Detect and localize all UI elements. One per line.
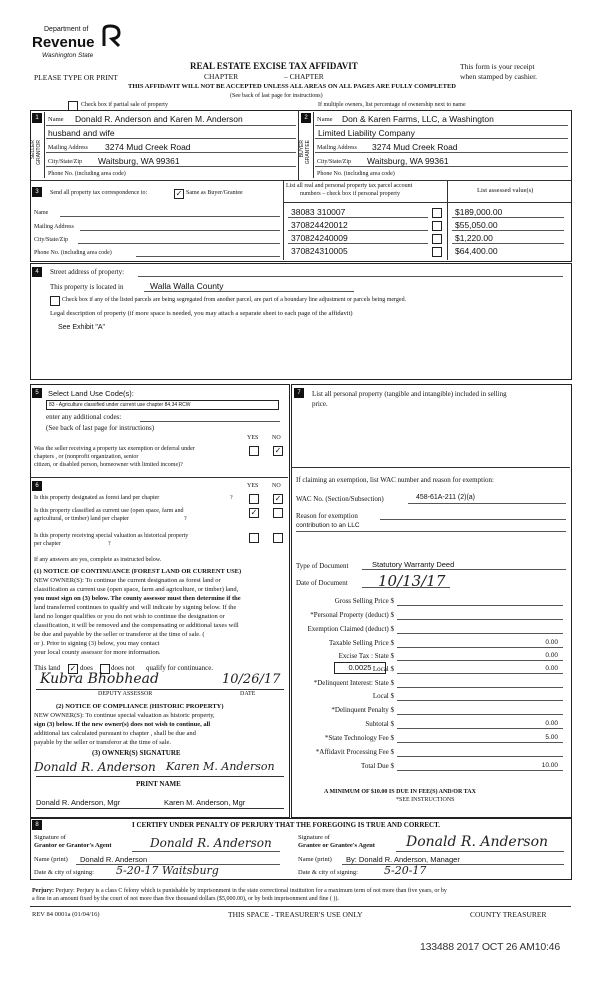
tax-row-label: Taxable Selling Price $ <box>328 639 394 647</box>
county-treasurer: COUNTY TREASURER <box>470 910 547 919</box>
exemption-yes-checkbox[interactable] <box>249 446 259 456</box>
minimum-due-note: A MINIMUM OF $10.00 IS DUE IN FEE(S) AND/OR TAX <box>324 789 476 795</box>
grantor-name-label: Name (print) <box>34 856 68 863</box>
seller-mailing-label: Mailing Address <box>48 145 88 151</box>
grantor-sig-label-2: Grantor or Grantor's Agent <box>34 842 112 849</box>
located-in-county[interactable]: Walla Walla County <box>150 281 224 291</box>
historic-question-mark: ? <box>108 541 111 547</box>
grantee-name[interactable]: By: Donald R. Anderson, Manager <box>346 855 460 864</box>
buyer-name[interactable]: Don & Karen Farms, LLC, a Washington <box>342 114 494 124</box>
perjury-text-1: Perjury: Perjury is a class C felony which is punishable by imprisonment in the state correctional institution for a maximum term of not more than five years, or by <box>55 888 447 894</box>
forest-yes-checkbox[interactable] <box>249 494 259 504</box>
grantee-sig-label-1: Signature of <box>298 834 330 841</box>
additional-codes-label: enter any additional codes: <box>46 413 122 421</box>
legal-description-label: Legal description of property (if more space is needed, you may attach a separate sheet to each page of the affidavit) <box>50 310 353 317</box>
notice-compliance-line: additional tax calculated pursuant to chapter , shall be due and <box>34 730 196 737</box>
corr-city-label: City/State/Zip <box>34 237 68 243</box>
revenue-logo-icon <box>100 24 122 48</box>
grantor-date-label: Date & city of signing: <box>34 869 94 876</box>
print-name-1[interactable]: Donald R. Anderson, Mgr <box>36 798 121 807</box>
notice-compliance-line: NEW OWNER(S): To continue special valuation as historic property, <box>34 712 215 719</box>
doc-date[interactable]: 10/13/17 <box>378 572 446 590</box>
notice-compliance-title: (2) NOTICE OF COMPLIANCE (HISTORIC PROPERTY) <box>56 703 224 710</box>
grantee-name-label: Name (print) <box>298 856 332 863</box>
seller-name-2[interactable]: husband and wife <box>48 128 115 138</box>
street-address-label: Street address of property: <box>50 268 125 276</box>
tax-row-value[interactable]: 0.00 <box>545 720 558 727</box>
perjury-line-2: a fine in an amount fixed by the court of not more than five thousand dollars ($5,000.00), or by both imprisonment and fine ( )). <box>32 896 339 902</box>
notice-continuance-line: classification, it will be removed and the compensating or additional taxes will <box>34 622 239 629</box>
located-in-label: This property is located in <box>50 283 124 291</box>
deputy-assessor-label: DEPUTY ASSESSOR <box>98 691 153 697</box>
owner-signature-1: Donald R. Anderson <box>34 760 156 774</box>
section-6-badge: 6 <box>32 481 42 491</box>
exemption-reason-label: Reason for exemption <box>296 512 358 520</box>
segregated-checkbox[interactable] <box>50 296 60 306</box>
notice-continuance-line: land transferred continues to qualify and will indicate by signing below. If the <box>34 604 237 611</box>
parcel-header-2: numbers – check box if personal property <box>300 191 400 197</box>
current-use-question-1: Is this property classified as current use (open space, farm and <box>34 508 184 514</box>
logo-name: Revenue <box>32 34 95 51</box>
if-any-yes: If any answers are yes, complete as instructed below. <box>34 557 162 563</box>
notice-continuance-line: your local county assessor for more information. <box>34 649 161 656</box>
personal-property-checkbox[interactable] <box>432 208 442 218</box>
see-back-instructions: (See back of last page for instructions) <box>230 93 323 99</box>
buyer-side-label-1: BUYER <box>299 140 305 158</box>
forest-no-checkbox[interactable]: ✓ <box>274 494 282 503</box>
multiple-owners-note: If multiple owners, list percentage of ownership next to name <box>318 102 466 108</box>
parcel-value[interactable]: $55,050.00 <box>455 220 498 230</box>
form-number: REV 84 0001a (01/04/16) <box>32 911 100 918</box>
section-5-badge: 5 <box>32 388 42 398</box>
tax-row-label: Local $ <box>372 665 394 673</box>
parcel-value[interactable]: $1,220.00 <box>455 233 493 243</box>
historic-no-checkbox[interactable] <box>273 533 283 543</box>
parcel-number[interactable]: 38083 310007 <box>291 207 346 217</box>
notice-continuance-line: classification as current use (open space, farm and agriculture, or timber) land, <box>34 586 239 593</box>
tax-row-label: Subtotal $ <box>365 720 394 728</box>
print-name-label: PRINT NAME <box>136 780 181 788</box>
tax-row-value[interactable]: 10.00 <box>541 762 558 769</box>
grantee-sig-label-2: Grantee or Grantee's Agent <box>298 842 375 849</box>
corr-mailing-label: Mailing Address <box>34 224 74 230</box>
warning-line: THIS AFFIDAVIT WILL NOT BE ACCEPTED UNLESS ALL AREAS ON ALL PAGES ARE FULLY COMPLETED <box>128 83 456 90</box>
print-name-2[interactable]: Karen M. Anderson, Mgr <box>164 798 246 807</box>
tax-row-value[interactable]: 0.00 <box>545 652 558 659</box>
same-as-buyer-label: Same as Buyer/Grantee <box>186 190 243 196</box>
parcel-value[interactable]: $64,400.00 <box>455 246 498 256</box>
tax-row-value[interactable]: 5.00 <box>545 734 558 741</box>
personal-property-checkbox[interactable] <box>432 234 442 244</box>
buyer-phone-label: Phone No. (including area code) <box>317 171 395 177</box>
seller-side-label-1: SELLER <box>30 140 36 160</box>
land-use-yes: YES <box>247 435 259 441</box>
corr-phone-label: Phone No. (including area code) <box>34 250 112 256</box>
forest-question: Is this property designated as forest land per chapter <box>34 495 160 501</box>
buyer-name-2[interactable]: Limited Liability Company <box>318 128 415 138</box>
current-use-question-2: agricultural, or timber) land per chapter <box>34 516 129 522</box>
exemption-question-3: citizen, or disabled person, homeowner with limited income)? <box>34 462 183 468</box>
buyer-mailing[interactable]: 3274 Mud Creek Road <box>372 142 458 152</box>
exemption-question-1: Was the seller receiving a property tax exemption or deferral under <box>34 446 195 452</box>
does-checkbox[interactable]: ✓ <box>69 664 77 673</box>
tax-row-value[interactable]: 0.00 <box>545 665 558 672</box>
personal-property-line-2: price. <box>312 400 328 408</box>
tax-row-label: *Personal Property (deduct) $ <box>310 611 394 619</box>
partial-sale-label: Check box if partial sale of property <box>81 102 168 108</box>
tax-row-label: Total Due $ <box>361 762 394 770</box>
exemption-no-checkbox[interactable]: ✓ <box>274 446 282 455</box>
segregated-label: Check box if any of the listed parcels are being segregated from another parcel, are part of a boundary line adjustment or parcels being merged. <box>62 297 407 303</box>
exemption-question-2: chapters , or (nonprofit organization, senior <box>34 454 139 460</box>
grantor-date[interactable]: 5-20-17 Waitsburg <box>116 864 219 877</box>
historic-yes-checkbox[interactable] <box>249 533 259 543</box>
notice-continuance-line: or ). Prior to signing (3) below, you may contact <box>34 640 160 647</box>
grantee-signature: Donald R. Anderson <box>406 834 549 850</box>
tax-row-value[interactable]: 0.00 <box>545 639 558 646</box>
grantee-date-label: Date & city of signing: <box>298 869 358 876</box>
logo-state: Washington State <box>42 52 94 59</box>
notice-continuance-title: (1) NOTICE OF CONTINUANCE (FOREST LAND OR CURRENT USE) <box>34 568 242 575</box>
land-use-label: Select Land Use Code(s): <box>48 389 134 398</box>
forest-yes: YES <box>247 483 259 489</box>
perjury-line-1: Perjury: Perjury: Perjury is a class C felony which is punishable by imprisonment in the state correctional institution for a maximum term of not more than five years, or by <box>32 888 447 894</box>
current-use-no-checkbox[interactable] <box>273 508 283 518</box>
land-use-see-back: (See back of last page for instructions) <box>46 424 155 432</box>
current-use-yes-checkbox[interactable]: ✓ <box>250 508 258 517</box>
grantor-signature: Donald R. Anderson <box>150 836 272 850</box>
tax-row-label: *Delinquent Penalty $ <box>331 706 394 714</box>
chapter-left: CHAPTER <box>204 72 239 81</box>
doc-date-label: Date of Document <box>296 579 348 587</box>
parcel-number[interactable]: 370824240009 <box>291 233 348 243</box>
qualify-label: qualify for continuance. <box>146 664 214 672</box>
buyer-side-label-2: GRANTEE <box>305 140 311 165</box>
same-as-buyer-checkbox[interactable]: ✓ <box>175 189 183 198</box>
buyer-name-label: Name <box>317 116 333 123</box>
receipt-note-2: when stamped by cashier. <box>460 72 538 81</box>
buyer-city-label: City/State/Zip <box>317 159 351 165</box>
historic-question-1: Is this property receiving special valuation as historical property <box>34 533 189 539</box>
notice-compliance-line: sign (3) below. If the new owner(s) does not wish to continue, all <box>34 721 211 728</box>
section-7-badge: 7 <box>294 388 304 398</box>
recording-stamp: 133488 2017 OCT 26 AM10:46 <box>420 941 560 953</box>
seller-city-label: City/State/Zip <box>48 159 82 165</box>
parcel-header-1: List all real and personal property tax parcel account <box>286 183 413 189</box>
does-not-label: does not <box>111 664 135 672</box>
owner-signature-title: (3) OWNER(S) SIGNATURE <box>92 749 181 757</box>
parcel-number[interactable]: 370824310005 <box>291 246 348 256</box>
doc-type[interactable]: Statutory Warranty Deed <box>372 560 455 569</box>
tax-row-label: *State Technology Fee $ <box>324 734 394 742</box>
tax-row-label: Local $ <box>372 692 394 700</box>
historic-question-2: per chapter <box>34 541 61 547</box>
logo <box>32 24 122 64</box>
parcel-number[interactable]: 370824420012 <box>291 220 348 230</box>
forest-question-mark: ? <box>230 495 233 501</box>
seller-side-label-2: GRANTOR <box>36 140 42 165</box>
notice-compliance-line: payable by the seller or transferor at the time of sale. <box>34 739 171 746</box>
grantee-date[interactable]: 5-20-17 <box>384 864 427 877</box>
personal-property-checkbox[interactable] <box>432 221 442 231</box>
property-box <box>30 263 572 380</box>
assessed-value-header: List assessed value(s) <box>477 187 534 194</box>
wac-number[interactable]: 458-61A-211 (2)(a) <box>416 494 476 501</box>
seller-name-label: Name <box>48 116 64 123</box>
tax-row-label: Exemption Claimed (deduct) $ <box>307 625 394 633</box>
tax-row-label: *Affidavit Processing Fee $ <box>315 748 394 756</box>
grantor-name[interactable]: Donald R. Anderson <box>80 855 148 864</box>
tax-row-label: *Delinquent Interest: State $ <box>313 679 394 687</box>
receipt-note-1: This form is your receipt <box>460 62 535 71</box>
see-instructions-note: *SEE INSTRUCTIONS <box>396 797 455 803</box>
chapter-right: – CHAPTER <box>284 72 324 81</box>
please-type: PLEASE TYPE OR PRINT <box>34 73 118 82</box>
seller-city[interactable]: Waitsburg, WA 99361 <box>98 156 180 166</box>
does-label: does <box>80 664 93 672</box>
seller-name[interactable]: Donald R. Anderson and Karen M. Anderson <box>75 114 243 124</box>
legal-description[interactable]: See Exhibit "A" <box>58 324 105 331</box>
form-title: REAL ESTATE EXCISE TAX AFFIDAVIT <box>190 61 358 71</box>
certify-title: I CERTIFY UNDER PENALTY OF PERJURY THAT THE FOREGOING IS TRUE AND CORRECT. <box>132 821 441 829</box>
logo-dept: Department of <box>44 26 89 33</box>
seller-mailing[interactable]: 3274 Mud Creek Road <box>105 142 191 152</box>
section-8-badge: 8 <box>32 820 42 830</box>
corr-name-label: Name <box>34 210 49 216</box>
exemption-claim-line: If claiming an exemption, list WAC number and reason for exemption: <box>296 476 494 484</box>
treasurer-space: THIS SPACE - TREASURER'S USE ONLY <box>228 910 363 919</box>
assessor-date: 10/26/17 <box>222 672 281 687</box>
seller-phone-label: Phone No. (including area code) <box>48 171 126 177</box>
tax-row-label: Gross Selling Price $ <box>334 597 394 605</box>
doc-type-label: Type of Document <box>296 562 349 570</box>
tax-row-label: Excise Tax : State $ <box>338 652 394 660</box>
section-4-badge: 4 <box>32 267 42 277</box>
personal-property-line-1: List all personal property (tangible and intangible) included in selling <box>312 390 507 398</box>
notice-continuance-line: you must sign on (3) below. The county assessor must then determine if the <box>34 595 241 602</box>
forest-no: NO <box>272 483 281 489</box>
land-use-no: NO <box>272 435 281 441</box>
assessor-signature: Kubra Bhobhead <box>40 671 159 687</box>
local-rate[interactable]: 0.0025 <box>334 662 386 674</box>
owner-signature-2: Karen M. Anderson <box>166 760 275 773</box>
buyer-city[interactable]: Waitsburg, WA 99361 <box>367 156 449 166</box>
wac-label: WAC No. (Section/Subsection) <box>296 495 384 503</box>
notice-continuance-line: be due and payable by the seller or transferor at the time of sale. ( <box>34 631 205 638</box>
land-use-code[interactable]: 83 - Agriculture classified under current use chapter 84.34 RCW <box>46 400 279 410</box>
notice-continuance-line: land no longer qualifies or you do not wish to continue the designation or <box>34 613 225 620</box>
section-3-badge: 3 <box>32 187 42 197</box>
this-land-label: This land <box>34 664 61 672</box>
assessor-date-label: DATE <box>240 691 256 697</box>
current-use-question-mark: ? <box>184 516 187 522</box>
exemption-reason[interactable]: contribution to an LLC <box>296 522 360 529</box>
correspondence-label: Send all property tax correspondence to: <box>50 190 148 196</box>
buyer-mailing-label: Mailing Address <box>317 145 357 151</box>
parcel-value[interactable]: $189,000.00 <box>455 207 503 217</box>
notice-continuance-line: NEW OWNER(S): To continue the current designation as forest land or <box>34 577 221 584</box>
section-2-badge: 2 <box>301 113 311 123</box>
section-1-badge: 1 <box>32 113 42 123</box>
personal-property-checkbox[interactable] <box>432 247 442 257</box>
grantor-sig-label-1: Signature of <box>34 834 66 841</box>
